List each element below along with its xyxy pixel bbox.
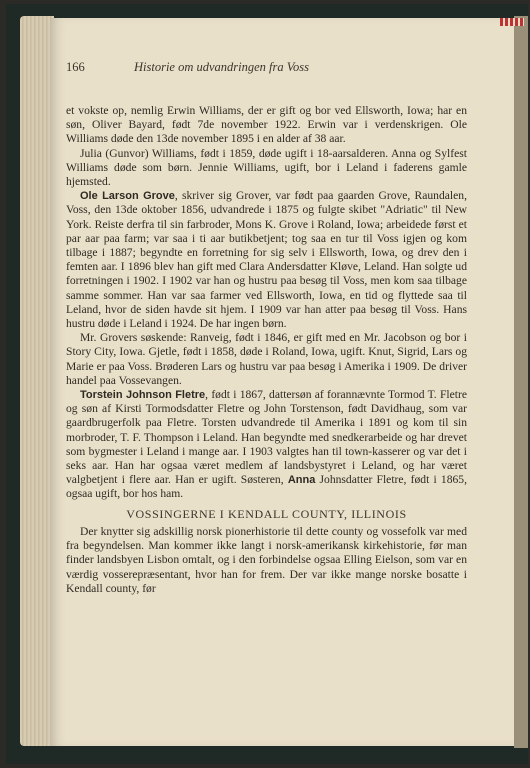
paragraph-4: Mr. Grovers søskende: Ranveig, født i 1846, er gift med en Mr. Jacobson og bor i Story City, Iowa. Gjetle, født i 1858, døde i Roland, Iowa, ugift. Knut, Sigrid, Lars og Marie er paa Voss. Brøderen Lars og hustru var paa besøg i Amerika i 1909. De driver handel paa Vossevangen.: [66, 331, 467, 387]
page-edges: [20, 16, 54, 746]
running-title: Historie om udvandringen fra Voss: [134, 60, 309, 74]
page-body: [66, 104, 467, 596]
paragraph-2: Julia (Gunvor) Williams, født i 1859, døde ugift i 18-aarsalderen. Anna og Sylfest Williams døde som børn. Jennie Williams, ugift, bor i Leland i faderens gamle hjemsted.: [66, 146, 467, 189]
paragraph-5: [66, 388, 467, 502]
paragraph-3: [66, 189, 467, 331]
person-name-anna: Anna: [287, 474, 316, 487]
paragraph-1: et vokste op, nemlig Erwin Williams, der er gift og bor ved Ellsworth, Iowa; har en søn, Oliver Bayard, født 7de november 1922. Erwin var i verdenskrigen. Ole Williams døde den 13de november 1895 i en alder af 38 aar.: [66, 104, 467, 146]
page-number: 166: [66, 60, 85, 74]
paragraph-3-text: , skriver sig Grover, var født paa gaarden Grove, Raundalen, Voss, den 13de oktober 1856, udvandrede i 1875 og fulgte skibet "Adriatic" til New York. Reiste derfra til sin farbroder, Mons K. Grove i Roland, Iowa; arbeidede først et par aar paa farm; var saa i ti aar butikbetjent; tog saa en tur til Voss igjen og kom tilbage i 1887; begyndte en forretning for sig selv i Ellsworth, Iowa, og drev den i femten aar. I 1896 blev han gift med Clara Andersdatter Kløve, Leland. Han solgte ud forretningen i 1902. I 1902 var han og hustru paa besøg til Voss, men kom saa tilbage samme sommer. Han var saa farmer ved Ellsworth, Iowa, en tid og flyttede saa til Leland, hvor de siden havde sit hjem. I 1909 var han atter paa besøg til Voss. Hans hustru døde i Leland i 1924. De har ingen børn.: [66, 189, 467, 331]
book-spine-edge: [514, 16, 528, 748]
page-header: [66, 60, 466, 80]
paragraph-5-text: , født i 1867, dattersøn af forannævnte Tormod T. Fletre og søn af Kirsti Tormodsdatter Fletre og John Torstenson, født Davidhaug, som var gaardbrugerfolk paa Fletre. Torsten udvandrede til Amerika i 1891 og kom til sin morbroder, T. F. Thompson i Leland. Han begyndte med snedkerarbeide og har drevet som bygmester i Leland i mange aar. I 1903 valgtes han til town-kasserer og var det i seks aar. Han har ogsaa været medlem af landsbystyret i Leland, og har været valgbetjent i flere aar. Han er ugift. Søsteren,: [66, 388, 467, 487]
person-name-ole-larson-grove: Ole Larson Grove: [80, 190, 175, 203]
paragraph-5-tail: Johnsdatter Fletre, født i 1865, ogsaa ugift, bor hos ham.: [66, 473, 467, 501]
bookmark-ribbon: [500, 18, 524, 26]
section-heading: VOSSINGERNE I KENDALL COUNTY, ILLINOIS: [126, 506, 407, 521]
paragraph-6: Der knytter sig adskillig norsk pionerhistorie til dette county og vossefolk var med fra begyndelsen. Man kommer ikke langt i norsk-amerikansk kirkehistorie, før man finder landsbyen Lisbon omtalt, og i den forbindelse ogsaa Elling Eielson, som var en værdig vosserepræsentant, hvor han for frem. Der var ikke mange norske bosatte i Kendall county, før: [66, 524, 467, 595]
person-name-torstein-fletre: Torstein Johnson Fletre: [80, 389, 206, 402]
